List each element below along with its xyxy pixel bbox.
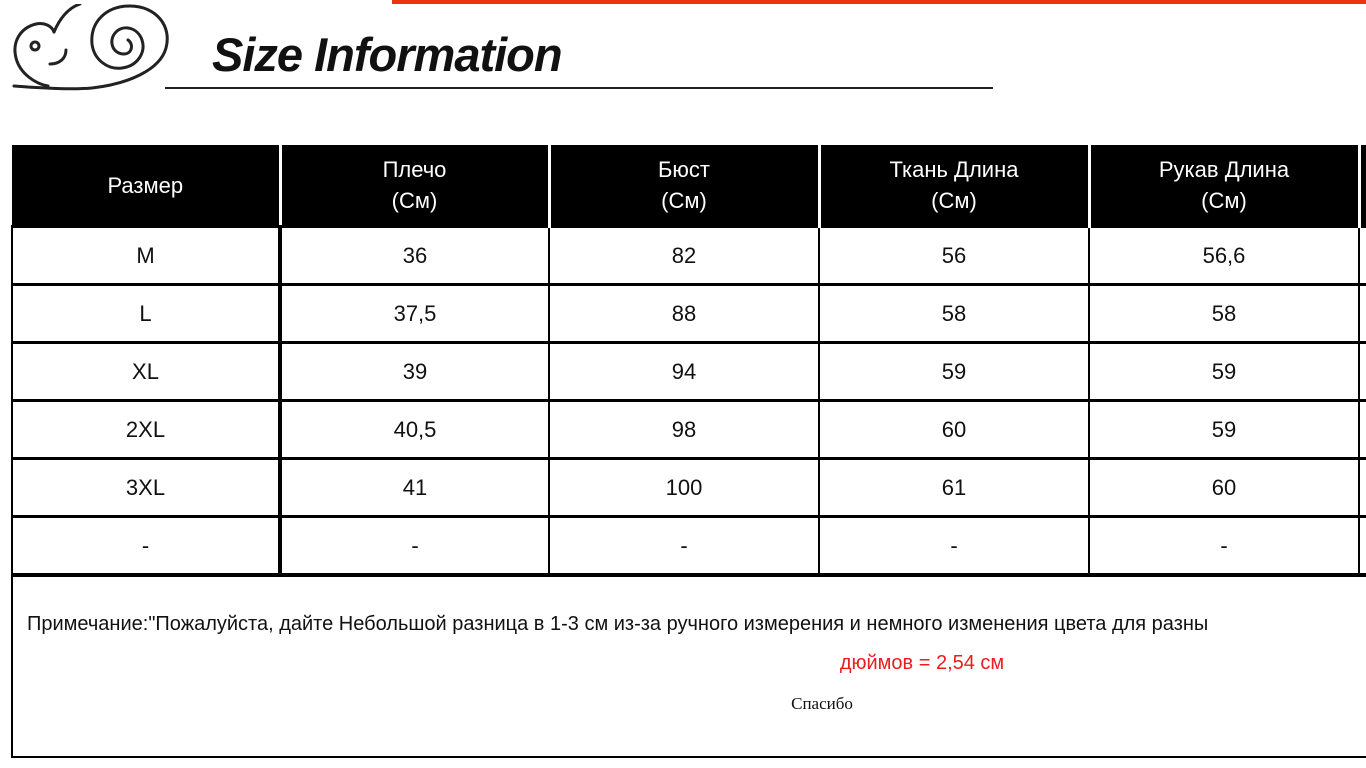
table-cell: 59 [1089,343,1359,401]
table-cell: 59 [819,343,1089,401]
column-header-bust [549,145,819,227]
title-underline [165,87,993,89]
table-row [12,459,1366,517]
table-cell: 58 [819,285,1089,343]
column-header-size [12,145,280,227]
table-header-row [12,145,1366,227]
column-header-length [819,145,1089,227]
header-label: Рукав Длина [1158,157,1290,182]
table-cell: XL [12,343,280,401]
table-cell: 40,5 [280,401,549,459]
table-cell [1359,459,1366,517]
header-label: Плечо [382,157,447,182]
table-cell: 56 [819,227,1089,285]
table-cell: - [1089,517,1359,576]
table-cell: L [12,285,280,343]
table-cell: - [280,517,549,576]
table-cell: 56,6 [1089,227,1359,285]
table-row [12,517,1366,576]
table-cell: - [12,517,280,576]
column-header-sleeve [1089,145,1359,227]
header-unit: (См) [1201,188,1247,213]
table-cell: 3XL [12,459,280,517]
snail-icon [10,4,175,92]
table-cell: 60 [1089,459,1359,517]
column-header-cut-off [1359,145,1366,227]
table-cell: 100 [549,459,819,517]
size-table [11,145,1366,577]
table-cell: 94 [549,343,819,401]
table-cell [1359,343,1366,401]
table-row [12,227,1366,285]
table-cell: 61 [819,459,1089,517]
header-label: Размер [107,172,184,198]
table-cell: 36 [280,227,549,285]
table-cell: 59 [1089,401,1359,459]
table-cell: 37,5 [280,285,549,343]
note-text: Примечание:"Пожалуйста, дайте Небольшой разница в 1-3 см из-за ручного измерения и немного изменения цвета для разны [27,613,1209,635]
table-cell: 60 [819,401,1089,459]
column-header-shoulder [280,145,549,227]
top-accent-bar [392,0,1366,4]
table-cell [1359,401,1366,459]
header-label: Бюст [657,157,710,182]
table-row [12,343,1366,401]
table-cell: 82 [549,227,819,285]
table-cell [1359,227,1366,285]
table-cell: 41 [280,459,549,517]
table-cell: 58 [1089,285,1359,343]
table-cell: 39 [280,343,549,401]
inch-conversion: дюймов = 2,54 см [839,652,1005,674]
table-cell: - [549,517,819,576]
table-cell [1359,517,1366,576]
header-unit: (См) [391,188,438,213]
note-box [11,568,1366,758]
table-cell: 98 [549,401,819,459]
thanks-text: Спасибо [791,694,853,713]
page-title: Size Information [212,28,562,81]
header-label: Ткань Длина [889,157,1019,182]
header-unit: (См) [931,188,977,213]
header-unit: (См) [661,188,707,213]
table-cell: M [12,227,280,285]
table-cell [1359,285,1366,343]
table-row [12,401,1366,459]
table-row [12,285,1366,343]
table-cell: - [819,517,1089,576]
table-cell: 88 [549,285,819,343]
table-cell: 2XL [12,401,280,459]
